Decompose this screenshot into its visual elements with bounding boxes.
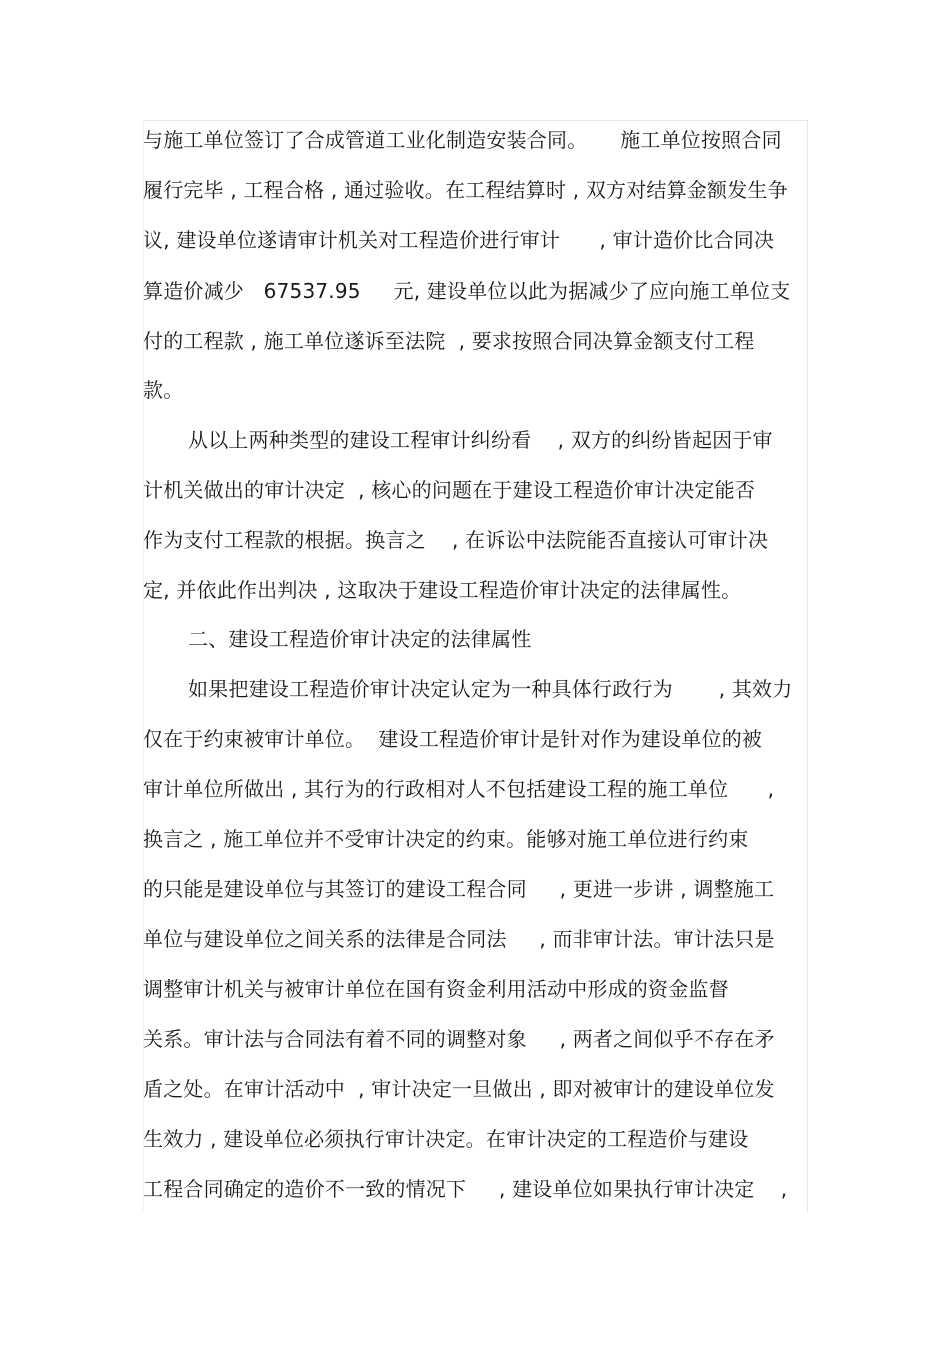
text-line: 与施工单位签订了合成管道工业化制造安装合同。 施工单位按照合同 — [143, 128, 782, 152]
text-line: 定, 并依此作出判决 , 这取决于建设工程造价审计决定的法律属性。 — [143, 578, 742, 602]
text-line: 算造价减少 67537.95 元, 建设单位以此为据减少了应向施工单位支 — [143, 279, 791, 303]
text-line: 工程合同确定的造价不一致的情况下 , 建设单位如果执行审计决定 , — [143, 1177, 788, 1201]
text-line: 关系。审计法与合同法有着不同的调整对象 , 两者之间似乎不存在矛 — [143, 1027, 775, 1051]
text-line: 从以上两种类型的建设工程审计纠纷看 , 双方的纠纷皆起因于审 — [188, 428, 773, 452]
text-line: 调整审计机关与被审计单位在国有资金利用活动中形成的资金监督 — [143, 977, 729, 1001]
text-line: 履行完毕 , 工程合格 , 通过验收。在工程结算时 , 双方对结算金额发生争 — [143, 178, 788, 202]
text-line: 换言之 , 施工单位并不受审计决定的约束。能够对施工单位进行约束 — [143, 827, 749, 851]
text-line: 作为支付工程款的根据。换言之 , 在诉讼中法院能否直接认可审计决 — [143, 528, 769, 552]
text-line: 付的工程款 , 施工单位遂诉至法院 , 要求按照合同决算金额支付工程 — [143, 329, 755, 353]
text-line: 生效力 , 建设单位必须执行审计决定。在审计决定的工程造价与建设 — [143, 1127, 749, 1151]
text-line: 计机关做出的审计决定 , 核心的问题在于建设工程造价审计决定能否 — [143, 478, 756, 502]
text-line: 仅在于约束被审计单位。 建设工程造价审计是针对作为建设单位的被 — [143, 727, 763, 751]
text-line: 盾之处。在审计活动中 , 审计决定一旦做出 , 即对被审计的建设单位发 — [143, 1077, 775, 1101]
text-line: 如果把建设工程造价审计决定认定为一种具体行政行为 , 其效力 — [188, 677, 793, 701]
text-line: 议, 建设单位遂请审计机关对工程造价进行审计 , 审计造价比合同决 — [143, 228, 775, 252]
text-line: 款。 — [143, 378, 184, 402]
text-line: 审计单位所做出 , 其行为的行政相对人不包括建设工程的施工单位 , — [143, 777, 775, 801]
text-line: 单位与建设单位之间关系的法律是合同法 , 而非审计法。审计法只是 — [143, 927, 775, 951]
text-line: 的只能是建设单位与其签订的建设工程合同 , 更进一步讲 , 调整施工 — [143, 877, 775, 901]
section-heading: 二、建设工程造价审计决定的法律属性 — [188, 627, 532, 651]
